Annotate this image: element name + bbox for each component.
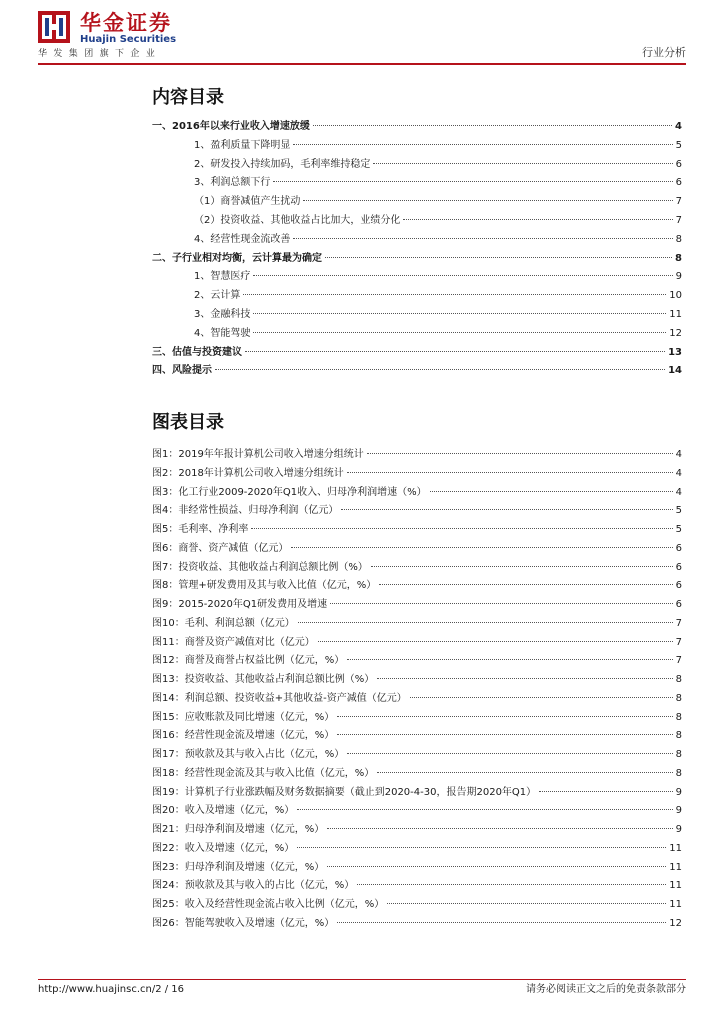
figure-entry[interactable] [152, 709, 682, 728]
figure-entry[interactable] [152, 746, 682, 765]
figure-entry-label: 图26：智能驾驶收入及增速（亿元，%） [152, 917, 335, 929]
toc-entry[interactable] [152, 193, 682, 212]
toc-entry-label: 1、盈利质量下降明显 [194, 139, 291, 151]
toc-entry[interactable] [152, 268, 682, 287]
toc-entry[interactable] [152, 174, 682, 193]
figure-entry[interactable] [152, 446, 682, 465]
figure-entry-label: 图2：2018年计算机公司收入增速分组统计 [152, 467, 344, 479]
dot-leader [253, 332, 666, 333]
dot-leader [293, 238, 672, 239]
dot-leader [371, 566, 673, 567]
toc-entry-page-number: 5 [675, 139, 682, 151]
toc-entry-label: 4、智能驾驶 [194, 327, 251, 339]
figure-entry-page-number: 6 [675, 561, 682, 573]
toc-entry-page-number: 14 [668, 365, 682, 377]
dot-leader [298, 622, 673, 623]
figure-entry-label: 图23：归母净利润及增速（亿元，%） [152, 861, 325, 873]
figure-entry-label: 图3：化工行业2009-2020年Q1收入、归母净利润增速（%） [152, 486, 427, 498]
toc-entry[interactable] [152, 362, 682, 381]
figure-entry-label: 图1：2019年年报计算机公司收入增速分组统计 [152, 449, 364, 460]
toc-entry-label: 二、子行业相对均衡，云计算最为确定 [152, 252, 322, 264]
dot-leader [303, 200, 672, 201]
figure-entry[interactable] [152, 821, 682, 840]
footer-url-page: http://www.huajinsc.cn/2 / 16 [38, 984, 185, 995]
dot-leader [337, 734, 672, 735]
dot-leader [291, 547, 672, 548]
toc-entry-label: 3、金融科技 [194, 308, 251, 320]
figure-entry[interactable] [152, 896, 682, 915]
figure-entry[interactable] [152, 484, 682, 503]
dot-leader [357, 884, 666, 885]
figure-entry-page-number: 5 [675, 505, 682, 517]
dot-leader [539, 791, 672, 792]
figure-entry[interactable] [152, 521, 682, 540]
logo-chinese-name: 华金证券 [80, 11, 172, 35]
toc-entry-page-number: 6 [675, 158, 682, 170]
toc-entry-label: 一、2016年以来行业收入增速放缓 [152, 121, 310, 132]
toc-entry-page-number: 12 [669, 327, 682, 339]
figure-entry-label: 图18：经营性现金流及其与收入比值（亿元，%） [152, 767, 375, 779]
figure-entry[interactable] [152, 765, 682, 784]
dot-leader [253, 313, 666, 314]
figure-entry[interactable] [152, 915, 682, 934]
figure-entry-label: 图5：毛利率、净利率 [152, 524, 249, 535]
figure-entry-page-number: 8 [675, 711, 682, 723]
dot-leader [341, 509, 672, 510]
toc-entry[interactable] [152, 137, 682, 156]
figure-entry-page-number: 12 [669, 917, 682, 929]
figure-entry-page-number: 7 [675, 655, 682, 667]
figure-entry-label: 图8：管理+研发费用及其与收入比值（亿元，%） [152, 580, 377, 592]
figure-entry-page-number: 4 [675, 449, 682, 460]
dot-leader [379, 584, 672, 585]
dot-leader [410, 697, 673, 698]
header-divider [38, 63, 686, 65]
toc-entry[interactable] [152, 344, 682, 363]
figure-entry-label: 图17：预收款及其与收入占比（亿元，%） [152, 749, 345, 760]
figure-entry[interactable] [152, 690, 682, 709]
figure-entry-label: 图7：投资收益、其他收益占利润总额比例（%） [152, 561, 368, 573]
figure-entry-page-number: 11 [669, 842, 682, 854]
dot-leader [273, 181, 672, 182]
figures-title: 图表目录 [152, 412, 224, 433]
figure-entry-page-number: 4 [675, 486, 682, 498]
figure-entry[interactable] [152, 559, 682, 578]
logo-english-name: Huajin Securities [80, 34, 177, 45]
dot-leader [347, 659, 672, 660]
contents-list [152, 118, 682, 381]
dot-leader [347, 753, 672, 754]
toc-entry-label: 3、利润总额下行 [194, 177, 271, 189]
toc-entry[interactable] [152, 306, 682, 325]
figure-entry-page-number: 6 [675, 580, 682, 592]
dot-leader [403, 219, 672, 220]
figure-entry[interactable] [152, 859, 682, 878]
figure-entry[interactable] [152, 671, 682, 690]
figure-entry-page-number: 9 [675, 805, 682, 817]
dot-leader [243, 294, 666, 295]
figure-entry-label: 图14：利润总额、投资收益+其他收益-资产减值（亿元） [152, 692, 407, 704]
figure-entry-label: 图24：预收款及其与收入的占比（亿元，%） [152, 880, 355, 892]
toc-entry[interactable] [152, 325, 682, 344]
figure-entry-page-number: 5 [675, 524, 682, 535]
figure-entry-label: 图20：收入及增速（亿元，%） [152, 805, 295, 817]
figure-entry[interactable] [152, 502, 682, 521]
figure-entry-page-number: 11 [669, 861, 682, 873]
toc-entry-page-number: 4 [675, 121, 682, 132]
dot-leader [251, 528, 672, 529]
dot-leader [347, 472, 673, 473]
dot-leader [297, 847, 666, 848]
toc-entry-page-number: 8 [675, 233, 682, 245]
dot-leader [325, 257, 672, 258]
toc-entry-page-number: 7 [675, 196, 682, 208]
page-header [0, 0, 724, 72]
figure-entry-label: 图12：商誉及商誉占权益比例（亿元，%） [152, 655, 345, 667]
toc-entry-page-number: 13 [668, 346, 682, 358]
figure-entry-page-number: 11 [669, 899, 682, 910]
dot-leader [297, 809, 672, 810]
toc-entry-label: 4、经营性现金流改善 [194, 233, 291, 245]
figure-entry-page-number: 8 [675, 692, 682, 704]
toc-entry-page-number: 10 [669, 290, 682, 302]
dot-leader [318, 641, 673, 642]
dot-leader [313, 125, 672, 126]
footer-disclaimer: 请务必阅读正文之后的免责条款部分 [526, 984, 686, 995]
figure-entry-page-number: 8 [675, 674, 682, 685]
toc-entry-label: （1）商誉减值产生扰动 [194, 196, 301, 208]
figure-entry[interactable] [152, 634, 682, 653]
dot-leader [327, 828, 672, 829]
dot-leader [337, 922, 666, 923]
dot-leader [337, 716, 672, 717]
figure-entry-page-number: 11 [669, 880, 682, 892]
toc-entry-page-number: 6 [675, 177, 682, 189]
toc-entry[interactable] [152, 212, 682, 231]
figure-entry-page-number: 7 [675, 636, 682, 648]
contents-title: 内容目录 [152, 87, 224, 108]
figure-entry-page-number: 9 [675, 824, 682, 835]
figure-entry-label: 图15：应收账款及同比增速（亿元，%） [152, 711, 335, 723]
figure-entry-label: 图4：非经常性损益、归母净利润（亿元） [152, 505, 339, 517]
figure-entry[interactable] [152, 540, 682, 559]
dot-leader [293, 144, 672, 145]
toc-entry-label: 三、估值与投资建议 [152, 346, 242, 358]
toc-entry-label: （2）投资收益、其他收益占比加大，业绩分化 [194, 214, 401, 226]
dot-leader [330, 603, 673, 604]
dot-leader [377, 678, 672, 679]
toc-entry-page-number: 11 [669, 308, 682, 320]
figure-entry-label: 图16：经营性现金流及增速（亿元，%） [152, 730, 335, 742]
figure-entry-label: 图13：投资收益、其他收益占利润总额比例（%） [152, 674, 375, 685]
dot-leader [215, 369, 665, 370]
figure-entry-page-number: 8 [675, 767, 682, 779]
report-category: 行业分析 [642, 46, 686, 59]
footer-divider [38, 979, 686, 980]
toc-entry-label: 2、研发投入持续加码，毛利率维持稳定 [194, 158, 371, 170]
toc-entry-label: 2、云计算 [194, 290, 241, 302]
toc-entry[interactable] [152, 231, 682, 250]
figure-entry[interactable] [152, 877, 682, 896]
figure-entry[interactable] [152, 465, 682, 484]
toc-entry[interactable] [152, 287, 682, 306]
dot-leader [367, 453, 673, 454]
figure-entry-page-number: 8 [675, 749, 682, 760]
figure-entry-label: 图21：归母净利润及增速（亿元，%） [152, 824, 325, 835]
figure-entry[interactable] [152, 615, 682, 634]
figure-entry[interactable] [152, 577, 682, 596]
figure-entry-page-number: 8 [675, 730, 682, 742]
figure-entry-label: 图6：商誉、资产减值（亿元） [152, 542, 289, 554]
dot-leader [245, 351, 665, 352]
figure-entry-label: 图11：商誉及资产减值对比（亿元） [152, 636, 315, 648]
dot-leader [373, 163, 672, 164]
dot-leader [430, 491, 673, 492]
figure-entry[interactable] [152, 802, 682, 821]
huajin-logo-icon [38, 11, 70, 43]
figure-entry-page-number: 9 [675, 786, 682, 798]
figure-entry[interactable] [152, 596, 682, 615]
figure-entry-label: 图22：收入及增速（亿元，%） [152, 842, 295, 854]
figures-list [152, 446, 682, 934]
figure-entry-page-number: 6 [675, 542, 682, 554]
figure-entry-page-number: 4 [675, 467, 682, 479]
toc-entry[interactable] [152, 118, 682, 137]
toc-entry-page-number: 8 [675, 252, 682, 264]
toc-entry-label: 1、智慧医疗 [194, 271, 251, 283]
toc-entry-page-number: 9 [675, 271, 682, 283]
figure-entry-label: 图9：2015-2020年Q1研发费用及增速 [152, 599, 328, 610]
figure-entry-page-number: 7 [675, 617, 682, 629]
logo-tagline: 华发集团旗下企业 [38, 49, 162, 59]
figure-entry-page-number: 6 [675, 599, 682, 610]
toc-entry-page-number: 7 [675, 214, 682, 226]
figure-entry[interactable] [152, 727, 682, 746]
toc-entry[interactable] [152, 156, 682, 175]
figure-entry-label: 图25：收入及经营性现金流占收入比例（亿元，%） [152, 899, 385, 910]
figure-entry[interactable] [152, 652, 682, 671]
figure-entry-label: 图19：计算机子行业涨跌幅及财务数据摘要（截止到2020-4-30，报告期2020年Q1） [152, 786, 537, 798]
figure-entry[interactable] [152, 784, 682, 803]
dot-leader [327, 866, 666, 867]
toc-entry[interactable] [152, 250, 682, 269]
figure-entry[interactable] [152, 840, 682, 859]
dot-leader [377, 772, 672, 773]
figure-entry-label: 图10：毛利、利润总额（亿元） [152, 617, 295, 629]
dot-leader [387, 903, 666, 904]
toc-entry-label: 四、风险提示 [152, 365, 212, 377]
dot-leader [253, 275, 672, 276]
